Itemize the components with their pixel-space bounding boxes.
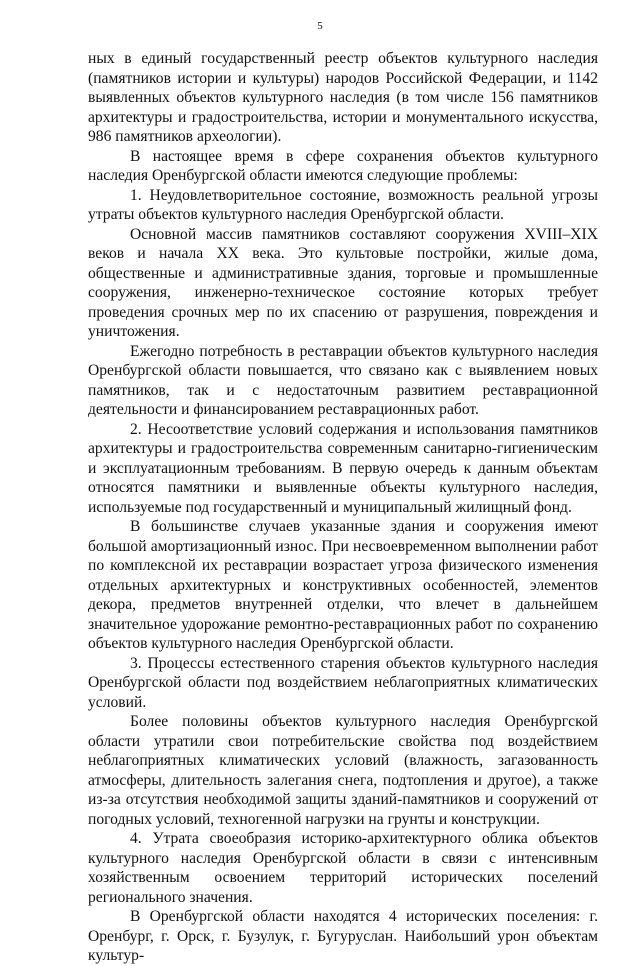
paragraph-problem-1: 1. Неудовлетворительное состояние, возможность реальной угрозы утраты объектов культурного наследия Оренбургской области. (88, 186, 598, 223)
paragraph-problems-intro: В настоящее время в сфере сохранения объектов культурного наследия Оренбургской области имеются следующие проблемы: (88, 147, 598, 184)
paragraph-problem-3: 3. Процессы естественного старения объектов культурного наследия Оренбургской области под воздействием неблагоприятных климатических условий. (88, 654, 598, 711)
page-number: 5 (317, 20, 323, 32)
paragraph-depreciation: В большинстве случаев указанные здания и сооружения имеют большой амортизационный износ. При несвоевременном выполнении работ по комплексной их реставрации возрастает угроза физического изменения отдельных архитектурных и конструктивных особенностей, элементов декора, предметов внутренней отделки, что влечет в дальнейшем значительное удорожание ремонтно-реставрационных работ по сохранению объектов культурного наследия Оренбургской области. (88, 518, 598, 652)
paragraph-historic-settlements: В Оренбургской области находятся 4 исторических поселения: г. Оренбург, г. Орск, г. Бузулук, г. Бугуруслан. Наибольший урон объектам культур- (88, 908, 598, 964)
paragraph-restoration-need: Ежегодно потребность в реставрации объектов культурного наследия Оренбургской области повышается, что связано как с выявлением новых памятников, так и с недостаточным развитием реставрационной деятельности и финансированием реставрационных работ. (88, 342, 598, 418)
document-body (88, 49, 598, 966)
paragraph-monuments-composition: Основной массив памятников составляют сооружения XVIII–XIX веков и начала XX века. Это культовые постройки, жилые дома, общественные и административные здания, торговые и промышленные сооружения, инженерно-техническое состояние которых требует проведения срочных мер по их спасению от разрушения, повреждения и уничтожения. (88, 225, 598, 340)
paragraph-climate-impact: Более половины объектов культурного наследия Оренбургской области утратили свои потребительские свойства под воздействием неблагоприятных климатических условий (влажность, загазованность атмосферы, длительность залегания снега, подтопления и другое), а также из-за отсутствия необходимой защиты зданий-памятников и сооружений от погодных условий, техногенной нагрузки на грунты и конструкции. (88, 713, 598, 828)
paragraph-problem-4: 4. Утрата своеобразия историко-архитектурного облика объектов культурного наследия Оренбургской области в связи с интенсивным хозяйственным освоением территорий исторических поселений регионального значения. (88, 830, 598, 906)
paragraph-problem-2: 2. Несоответствие условий содержания и использования памятников архитектуры и градостроительства современным санитарно-гигиеническим и эксплуатационным требованиям. В первую очередь к данным объектам относятся памятники и выявленные объекты культурного наследия, используемые под государственный и муниципальный жилищный фонд. (88, 420, 598, 516)
paragraph-registry-continuation: ных в единый государственный реестр объектов культурного наследия (памятников истории и культуры) народов Российской Федерации, и 1142 выявленных объектов культурного наследия (в том числе 156 памятников архитектуры и градостроительства, истории и монументального искусства, 986 памятников археологии). (88, 50, 598, 145)
